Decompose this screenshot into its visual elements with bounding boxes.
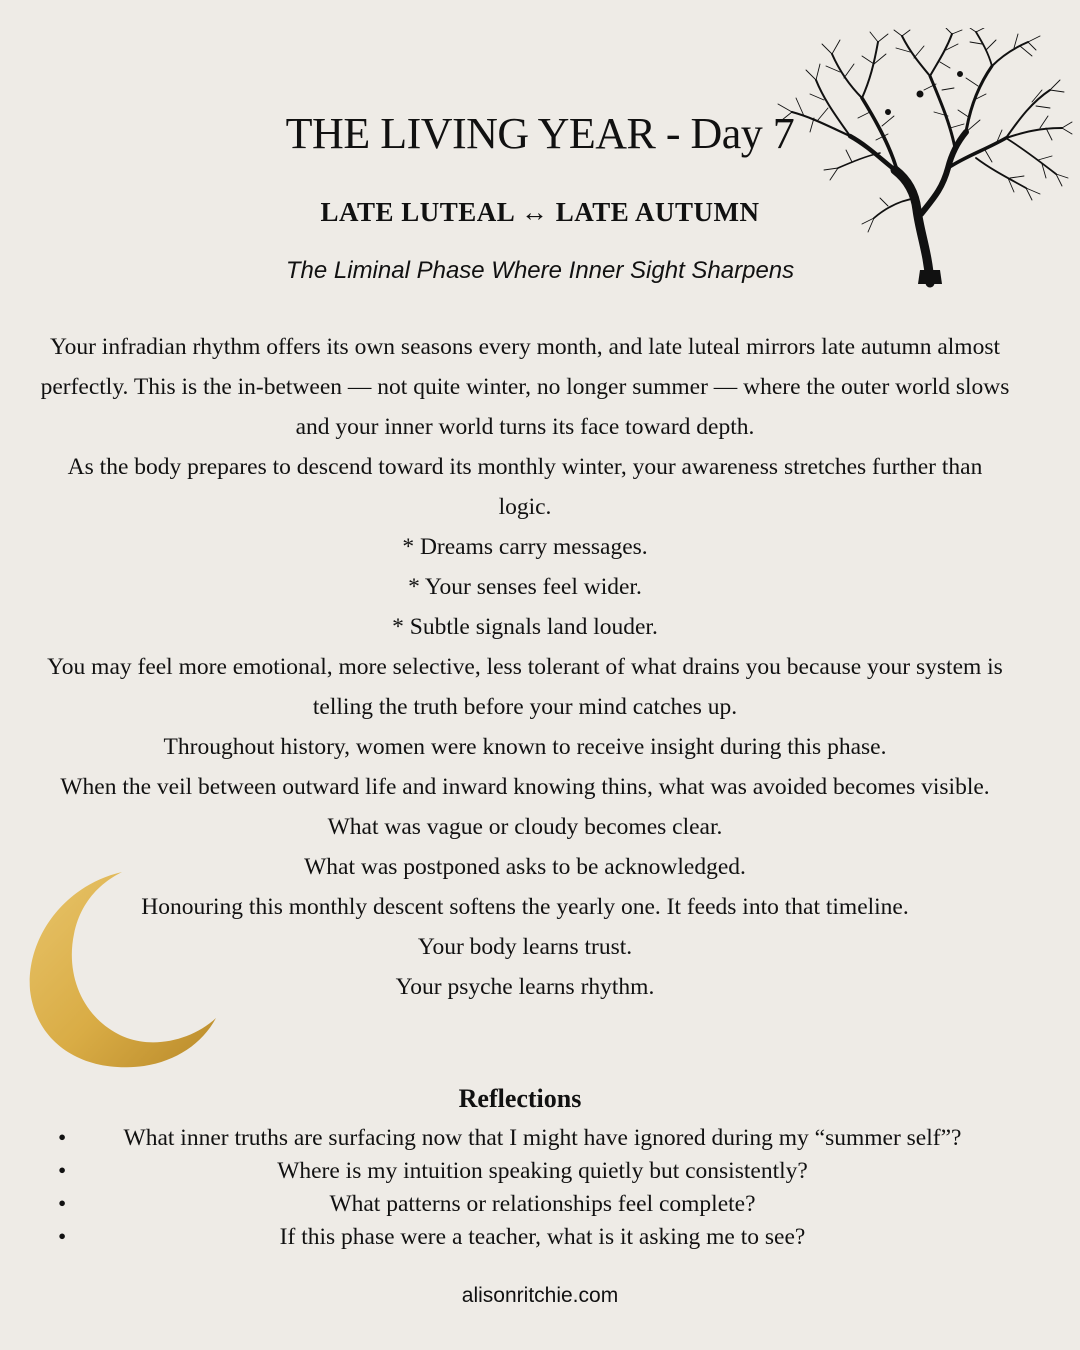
body-text (40, 327, 1010, 1007)
body-paragraph: Your psyche learns rhythm. (395, 974, 655, 1000)
body-paragraph: What was vague or cloudy becomes clear. (327, 814, 723, 840)
list-item-text: If this phase were a teacher, what is it asking me to see? (279, 1224, 806, 1250)
page-subtitle: LATE LUTEAL ↔ LATE AUTUMN (320, 197, 760, 227)
body-paragraph: Your infradian rhythm offers its own seasons every month, and late luteal mirrors late autumn almost perfectly. This is the in-between — not quite winter, no longer summer — where the outer world slows and your inner world turns its face toward depth. (40, 334, 1010, 440)
body-paragraph: Honouring this monthly descent softens the yearly one. It feeds into that timeline. (141, 894, 909, 920)
body-paragraph: * Your senses feel wider. (408, 574, 642, 600)
bullet-icon: • (58, 1125, 67, 1151)
body-paragraph: Your body learns trust. (417, 934, 633, 960)
body-paragraph: As the body prepares to descend toward its monthly winter, your awareness stretches further than logic. (67, 454, 983, 520)
reflections-list (50, 1122, 1035, 1254)
body-paragraph: When the veil between outward life and inward knowing thins, what was avoided becomes visible. (60, 774, 990, 800)
bullet-icon: • (58, 1158, 67, 1184)
body-paragraph: * Subtle signals land louder. (392, 614, 658, 640)
body-paragraph: What was postponed asks to be acknowledged. (304, 854, 746, 880)
list-item-text: Where is my intuition speaking quietly but consistently? (277, 1158, 808, 1184)
tagline: The Liminal Phase Where Inner Sight Sharpens (285, 257, 795, 284)
body-paragraph: Throughout history, women were known to receive insight during this phase. (163, 734, 887, 760)
list-item (50, 1122, 1035, 1155)
body-paragraph: You may feel more emotional, more selective, less tolerant of what drains you because your system is telling the truth before your mind catches up. (47, 654, 1003, 720)
list-item (50, 1155, 1035, 1188)
list-item (50, 1221, 1035, 1254)
body-paragraph: * Dreams carry messages. (402, 534, 648, 560)
list-item-text: What patterns or relationships feel complete? (329, 1191, 756, 1217)
bullet-icon: • (58, 1224, 67, 1250)
page-title: THE LIVING YEAR - Day 7 (285, 109, 795, 158)
list-item (50, 1188, 1035, 1221)
reflections-heading: Reflections (458, 1084, 582, 1113)
website-link[interactable]: alisonritchie.com (461, 1284, 619, 1307)
bullet-icon: • (58, 1191, 67, 1217)
list-item-text: What inner truths are surfacing now that I might have ignored during my “summer self”? (123, 1125, 962, 1151)
